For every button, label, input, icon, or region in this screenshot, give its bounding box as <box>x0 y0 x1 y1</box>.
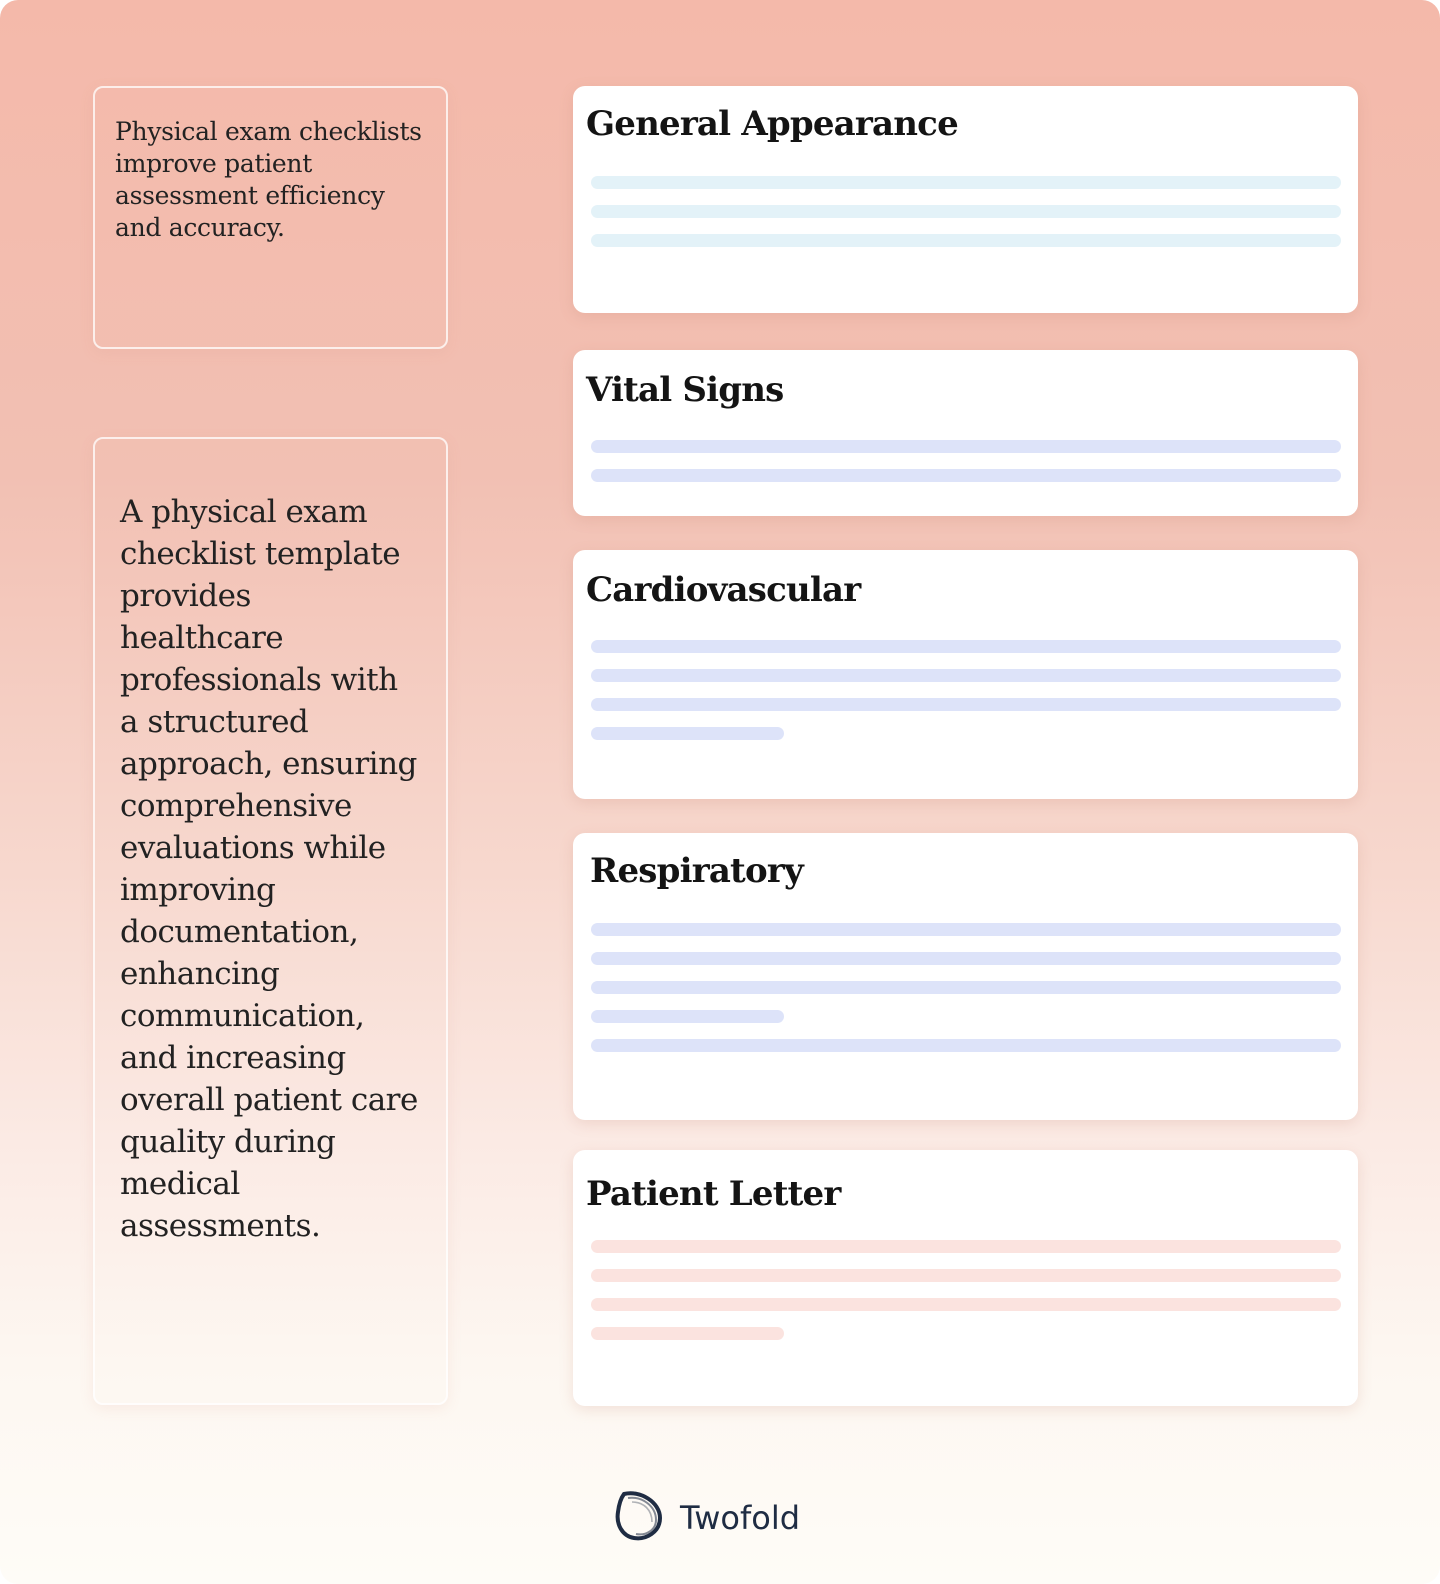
placeholder-line <box>591 923 1341 936</box>
section-card-cardiovascular <box>573 550 1358 799</box>
description-text: A physical exam checklist template provides healthcare professionals with a structured approach, ensuring comprehensive evaluations while improving documentation, enhancing communication, and increasing overall patient care quality during medical assessments. <box>120 494 418 1244</box>
placeholder-line <box>591 698 1341 711</box>
placeholder-line <box>591 981 1341 994</box>
description-panel <box>93 437 448 1405</box>
placeholder-line <box>591 669 1341 682</box>
placeholder-line <box>591 205 1341 218</box>
placeholder-line <box>591 727 784 740</box>
placeholder-line <box>591 440 1341 453</box>
twofold-swirl-icon <box>610 1488 666 1548</box>
section-title: Respiratory <box>590 851 803 891</box>
section-title: Cardiovascular <box>586 570 861 610</box>
section-title: General Appearance <box>586 104 958 144</box>
section-card-patient-letter <box>573 1150 1358 1406</box>
placeholder-line <box>591 1039 1341 1052</box>
twofold-logo <box>610 1488 800 1548</box>
placeholder-line <box>591 1010 784 1023</box>
brand-name: Twofold <box>680 1499 801 1537</box>
placeholder-line <box>591 469 1341 482</box>
placeholder-line <box>591 640 1341 653</box>
placeholder-line <box>591 952 1341 965</box>
section-card-general-appearance <box>573 86 1358 313</box>
section-title: Vital Signs <box>586 370 784 410</box>
placeholder-line <box>591 1269 1341 1282</box>
section-title: Patient Letter <box>586 1174 841 1214</box>
placeholder-line <box>591 1298 1341 1311</box>
placeholder-line <box>591 234 1341 247</box>
placeholder-line <box>591 1327 784 1340</box>
summary-panel <box>93 86 448 349</box>
section-card-respiratory <box>573 833 1358 1120</box>
section-card-vital-signs <box>573 350 1358 516</box>
summary-text: Physical exam checklists improve patient assessment efficiency and accuracy. <box>115 117 422 242</box>
placeholder-line <box>591 176 1341 189</box>
placeholder-line <box>591 1240 1341 1253</box>
